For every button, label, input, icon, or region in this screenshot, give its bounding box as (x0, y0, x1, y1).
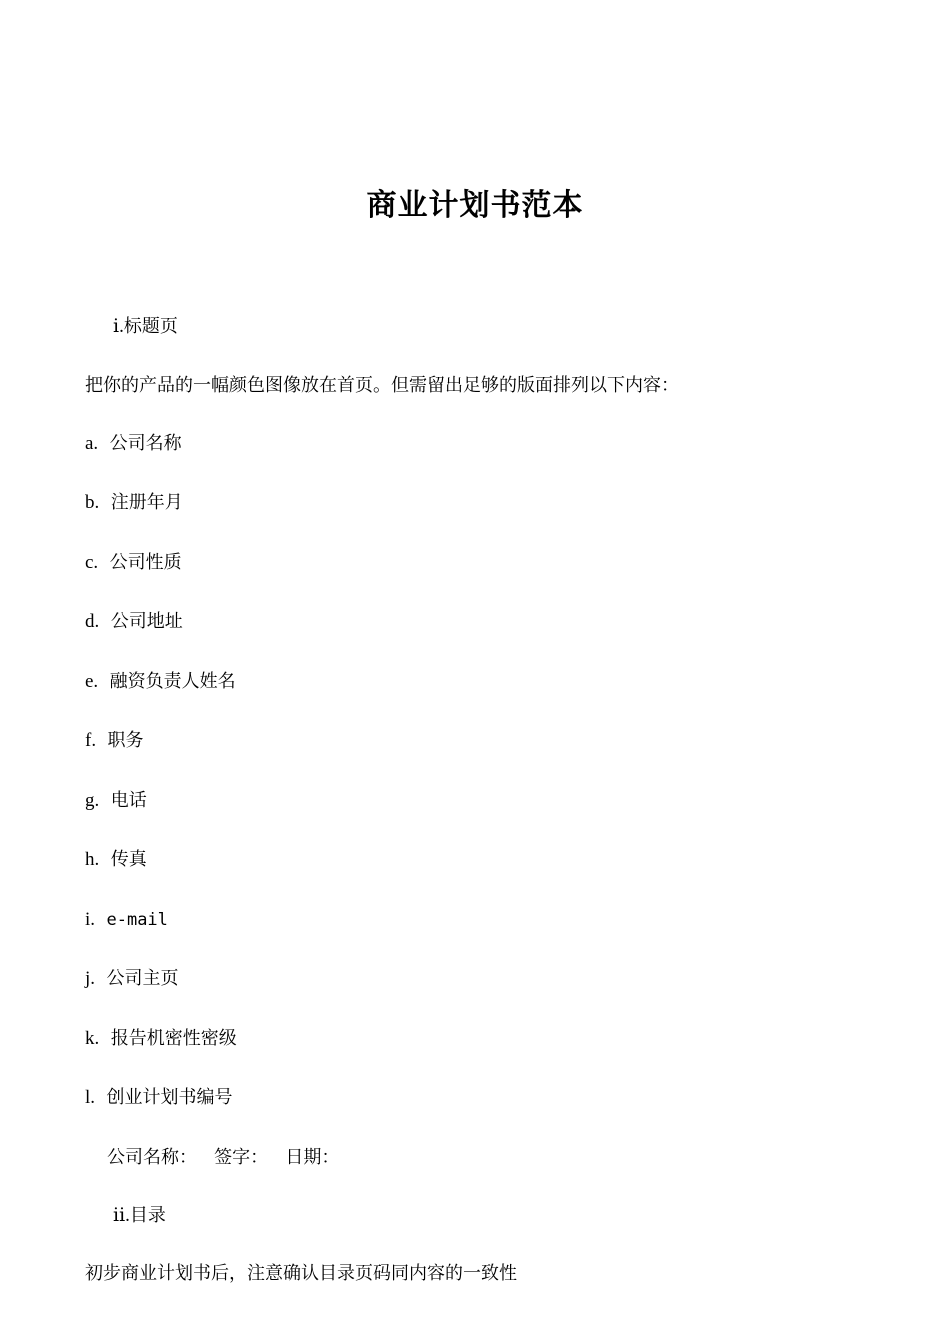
list-gap (85, 1053, 865, 1084)
list-text: 公司名称 (109, 432, 182, 454)
list-item (85, 1084, 865, 1113)
list-label (99, 849, 110, 870)
spacer-intro-list (85, 399, 865, 430)
list-text: 公司主页 (106, 968, 179, 989)
list-text: 传真 (110, 849, 147, 870)
section-intro-ii: 初步商业计划书后，注意确认目录页码同内容的一致性 (85, 1263, 517, 1284)
list-marker: d. (85, 611, 100, 632)
list-item (85, 787, 865, 816)
list-gap (85, 1113, 865, 1144)
list-label (99, 611, 110, 632)
list-gap (85, 994, 865, 1025)
list-label (99, 1028, 110, 1049)
list-label (99, 790, 110, 811)
list-text: 注册年月 (110, 492, 183, 513)
list-gap (85, 458, 865, 489)
list-marker: f. (85, 730, 97, 751)
list-label (96, 730, 107, 751)
list-gap (85, 577, 865, 608)
section-intro-i: 把你的产品的一幅颜色图像放在首页。但需留出足够的版面排列以下内容： (85, 374, 679, 396)
list-text: 融资负责人姓名 (109, 670, 236, 692)
list-label (99, 492, 110, 513)
list-marker: c. (85, 551, 99, 573)
section-heading-ii (113, 1202, 865, 1231)
spacer-heading-intro-ii (85, 1230, 865, 1260)
list-marker: i. (85, 908, 96, 930)
section-marker-i: ⅰ. (113, 316, 124, 337)
list-marker: h. (85, 849, 100, 870)
signature-line: 公司名称： 签字： 日期： (107, 1146, 340, 1168)
list-marker: a. (85, 432, 99, 454)
list-item (85, 965, 865, 994)
list-item (85, 549, 865, 578)
list-item (85, 906, 865, 935)
spacer-heading-intro-i (85, 342, 865, 372)
page-title: 商业计划书范本 (366, 188, 584, 223)
list-item (85, 608, 865, 637)
list-text: 公司地址 (110, 611, 183, 632)
section-heading-label-i: 标题页 (123, 316, 178, 337)
list-text: 公司性质 (109, 551, 182, 573)
list-item (85, 727, 865, 756)
list-marker: g. (85, 789, 100, 811)
list-text: 报告机密性密级 (110, 1027, 237, 1049)
list-item (85, 668, 865, 697)
section-heading-label-ii: 目录 (129, 1204, 166, 1226)
list-marker: b. (85, 492, 100, 513)
section-marker-ii: ⅱ. (113, 1204, 130, 1226)
list-item (85, 846, 865, 875)
title-spacer (85, 225, 865, 313)
list-text: e-mail (106, 909, 168, 930)
list-marker: e. (85, 670, 99, 692)
list-item (85, 489, 865, 518)
spacer-before-section-ii (85, 1171, 865, 1202)
list-label (95, 909, 106, 930)
section-heading-i (113, 313, 865, 342)
list-label (98, 671, 109, 692)
list-marker: k. (85, 1027, 100, 1049)
list-text: 职务 (107, 730, 144, 751)
list-item (85, 1025, 865, 1054)
list-label (98, 552, 109, 573)
list-gap (85, 518, 865, 549)
list-gap (85, 637, 865, 668)
list-label (95, 968, 106, 989)
list-item (85, 430, 865, 459)
list-label (98, 433, 109, 454)
list-gap (85, 696, 865, 727)
list-marker: l. (85, 1087, 96, 1108)
list-marker: j. (85, 968, 96, 989)
list-text: 电话 (110, 789, 147, 811)
list-gap (85, 875, 865, 906)
list-label (95, 1087, 106, 1108)
list-gap (85, 815, 865, 846)
list-gap (85, 756, 865, 787)
list-text: 创业计划书编号 (106, 1087, 233, 1108)
list-gap (85, 934, 865, 965)
